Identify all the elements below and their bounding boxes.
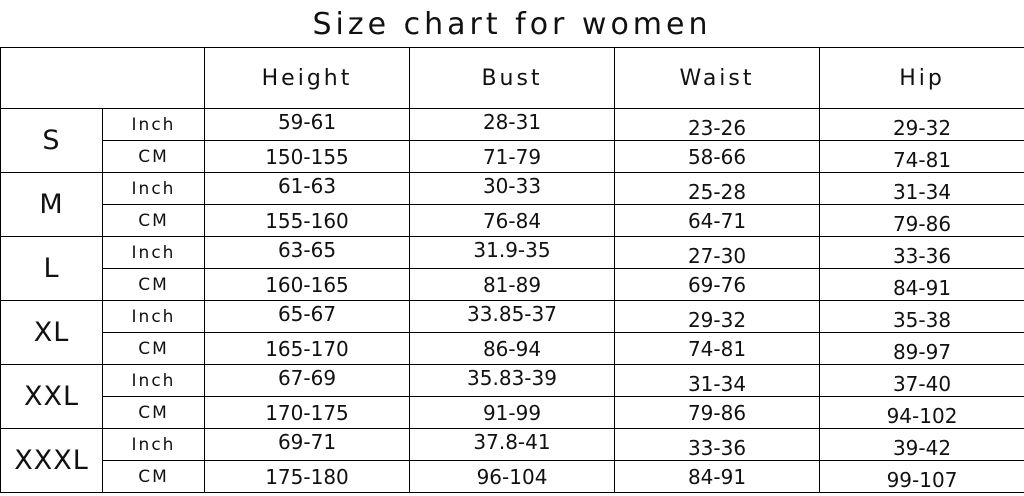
value-height-cm: 175-180 xyxy=(205,461,410,493)
size-label: XXL xyxy=(1,365,103,429)
value-waist-cm: 69-76 xyxy=(615,269,820,301)
value-hip-inch: 39-42 xyxy=(820,432,1024,464)
value-bust-cm: 71-79 xyxy=(410,141,615,173)
value-bust-inch: 37.8-41 xyxy=(410,426,615,458)
unit-label-inch: Inch xyxy=(103,365,205,397)
table-header-row xyxy=(1,48,1024,109)
value-waist-inch: 33-36 xyxy=(615,432,820,464)
value-height-inch: 59-61 xyxy=(205,106,410,138)
value-hip-inch: 31-34 xyxy=(820,176,1024,208)
size-chart-table xyxy=(0,47,1024,493)
header-cell-hip: Hip xyxy=(820,48,1024,109)
value-bust-inch: 33.85-37 xyxy=(410,298,615,330)
value-waist-cm: 79-86 xyxy=(615,397,820,429)
value-bust-inch: 35.83-39 xyxy=(410,362,615,394)
value-height-inch: 63-65 xyxy=(205,234,410,266)
size-label: M xyxy=(1,173,103,237)
table-row xyxy=(1,397,1024,429)
unit-label-cm: CM xyxy=(103,333,205,365)
table-row xyxy=(1,109,1024,141)
table-row xyxy=(1,365,1024,397)
unit-label-cm: CM xyxy=(103,269,205,301)
unit-label-inch: Inch xyxy=(103,109,205,141)
value-hip-inch: 37-40 xyxy=(820,368,1024,400)
value-waist-cm: 64-71 xyxy=(615,205,820,237)
value-bust-cm: 86-94 xyxy=(410,333,615,365)
unit-label-inch: Inch xyxy=(103,301,205,333)
value-hip-cm: 89-97 xyxy=(820,336,1024,368)
table-row xyxy=(1,301,1024,333)
value-bust-inch: 31.9-35 xyxy=(410,234,615,266)
value-hip-inch: 29-32 xyxy=(820,112,1024,144)
table-row xyxy=(1,333,1024,365)
value-waist-inch: 27-30 xyxy=(615,240,820,272)
value-height-cm: 170-175 xyxy=(205,397,410,429)
unit-label-cm: CM xyxy=(103,141,205,173)
value-height-inch: 61-63 xyxy=(205,170,410,202)
value-waist-cm: 74-81 xyxy=(615,333,820,365)
value-height-cm: 150-155 xyxy=(205,141,410,173)
value-waist-cm: 84-91 xyxy=(615,461,820,493)
value-bust-cm: 91-99 xyxy=(410,397,615,429)
value-waist-inch: 25-28 xyxy=(615,176,820,208)
size-label: L xyxy=(1,237,103,301)
value-bust-inch: 28-31 xyxy=(410,106,615,138)
table-row xyxy=(1,461,1024,493)
value-bust-cm: 76-84 xyxy=(410,205,615,237)
unit-label-cm: CM xyxy=(103,205,205,237)
value-bust-inch: 30-33 xyxy=(410,170,615,202)
value-hip-cm: 94-102 xyxy=(820,400,1024,432)
value-height-cm: 155-160 xyxy=(205,205,410,237)
size-label: XL xyxy=(1,301,103,365)
unit-label-cm: CM xyxy=(103,461,205,493)
value-bust-cm: 81-89 xyxy=(410,269,615,301)
table-row xyxy=(1,269,1024,301)
header-cell-empty xyxy=(1,48,205,109)
table-row xyxy=(1,429,1024,461)
value-height-cm: 160-165 xyxy=(205,269,410,301)
value-waist-inch: 29-32 xyxy=(615,304,820,336)
size-label: S xyxy=(1,109,103,173)
value-height-inch: 69-71 xyxy=(205,426,410,458)
header-cell-height: Height xyxy=(205,48,410,109)
page-title: Size chart for women xyxy=(0,0,1024,47)
value-bust-cm: 96-104 xyxy=(410,461,615,493)
unit-label-inch: Inch xyxy=(103,237,205,269)
unit-label-inch: Inch xyxy=(103,173,205,205)
value-height-inch: 67-69 xyxy=(205,362,410,394)
value-height-inch: 65-67 xyxy=(205,298,410,330)
value-hip-cm: 84-91 xyxy=(820,272,1024,304)
value-height-cm: 165-170 xyxy=(205,333,410,365)
unit-label-inch: Inch xyxy=(103,429,205,461)
table-row xyxy=(1,141,1024,173)
header-cell-bust: Bust xyxy=(410,48,615,109)
table-row xyxy=(1,173,1024,205)
value-hip-cm: 99-107 xyxy=(820,464,1024,496)
value-hip-cm: 74-81 xyxy=(820,144,1024,176)
value-waist-cm: 58-66 xyxy=(615,141,820,173)
value-hip-inch: 35-38 xyxy=(820,304,1024,336)
value-waist-inch: 23-26 xyxy=(615,112,820,144)
header-cell-waist: Waist xyxy=(615,48,820,109)
table-row xyxy=(1,237,1024,269)
table-row xyxy=(1,205,1024,237)
unit-label-cm: CM xyxy=(103,397,205,429)
value-waist-inch: 31-34 xyxy=(615,368,820,400)
value-hip-inch: 33-36 xyxy=(820,240,1024,272)
size-label: XXXL xyxy=(1,429,103,493)
value-hip-cm: 79-86 xyxy=(820,208,1024,240)
